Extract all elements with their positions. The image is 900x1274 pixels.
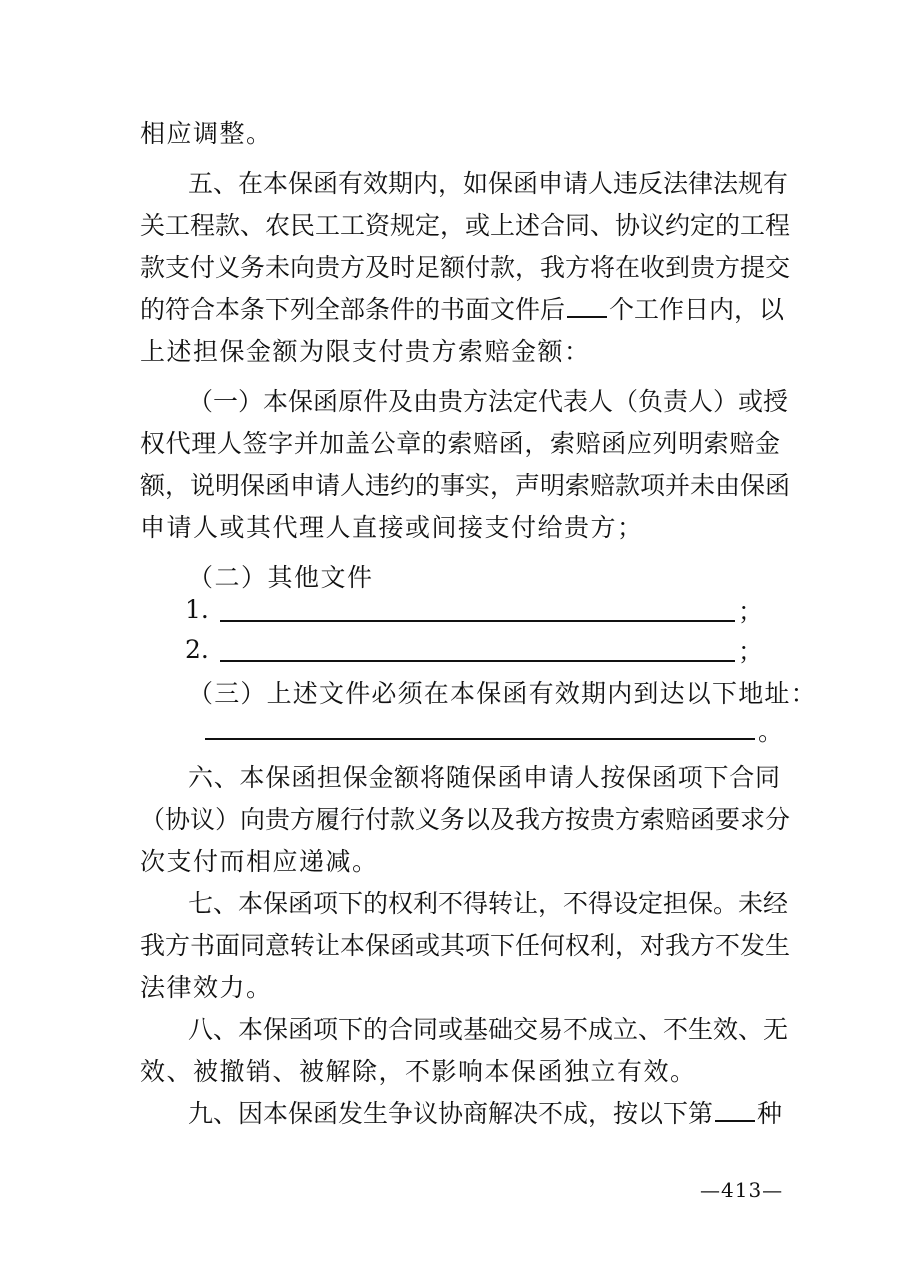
line-end-mark: ； — [738, 637, 764, 666]
paragraph-line: 次支付而相应递减。 — [140, 847, 379, 876]
other-document-2-blank[interactable] — [220, 660, 735, 662]
paragraph-line: 效、被撤销、被解除，不影响本保函独立有效。 — [140, 1057, 697, 1086]
paragraph-line: 我方书面同意转让本保函或其项下任何权利，对我方不发生 — [140, 931, 791, 960]
other-document-2-label: 2. — [185, 635, 209, 664]
paragraph-line: 关工程款、农民工工资规定，或上述合同、协议约定的工程 — [140, 211, 791, 240]
paragraph-line: 申请人或其代理人直接或间接支付给贵方； — [140, 513, 644, 542]
item-one-line: （一）本保函原件及由贵方法定代表人（负责人）或授 — [188, 387, 789, 416]
address-blank[interactable] — [205, 738, 755, 740]
item-two-heading: （二）其他文件 — [188, 563, 374, 592]
clause-nine-line — [188, 1096, 783, 1132]
paragraph-line: 权代理人签字并加盖公章的索赔函，索赔函应列明索赔金 — [140, 429, 780, 458]
paragraph-line: 额，说明保函申请人违约的事实，声明索赔款项并未由保函 — [140, 471, 791, 500]
paragraph-line: 款支付义务未向贵方及时足额付款，我方将在收到贵方提交 — [140, 253, 791, 282]
paragraph-line: （协议）向贵方履行付款义务以及我方按贵方索赔函要求分 — [140, 805, 791, 834]
text-segment: 九、因本保函发生争议协商解决不成，按以下第 — [188, 1099, 714, 1128]
clause-eight-line: 八、本保函项下的合同或基础交易不成立、不生效、无 — [188, 1015, 789, 1044]
clause-five-line: 五、在本保函有效期内，如保函申请人违反法律法规有 — [188, 169, 789, 198]
clause-seven-line: 七、本保函项下的权利不得转让，不得设定担保。未经 — [188, 889, 789, 918]
line-end-mark: ； — [738, 597, 764, 626]
item-three-line: （三）上述文件必须在本保函有效期内到达以下地址： — [188, 679, 817, 708]
line-end-mark: 。 — [758, 717, 784, 746]
paragraph-line: 上述担保金额为限支付贵方索赔金额： — [140, 337, 591, 366]
clause-six-line: 六、本保函担保金额将随保函申请人按保函项下合同 — [188, 763, 780, 792]
dispute-option-blank[interactable] — [715, 1098, 755, 1122]
text-segment: 种 — [757, 1099, 783, 1128]
paragraph-line — [140, 292, 785, 328]
other-document-1-label: 1. — [185, 595, 209, 624]
text-segment: 个工作日内，以 — [609, 295, 785, 324]
paragraph-line: 相应调整。 — [140, 119, 273, 148]
text-segment: 的符合本条下列全部条件的书面文件后 — [140, 295, 566, 324]
other-document-1-blank[interactable] — [220, 620, 735, 622]
paragraph-line: 法律效力。 — [140, 973, 273, 1002]
page-number: —413— — [700, 1178, 784, 1202]
working-days-blank[interactable] — [567, 294, 607, 318]
